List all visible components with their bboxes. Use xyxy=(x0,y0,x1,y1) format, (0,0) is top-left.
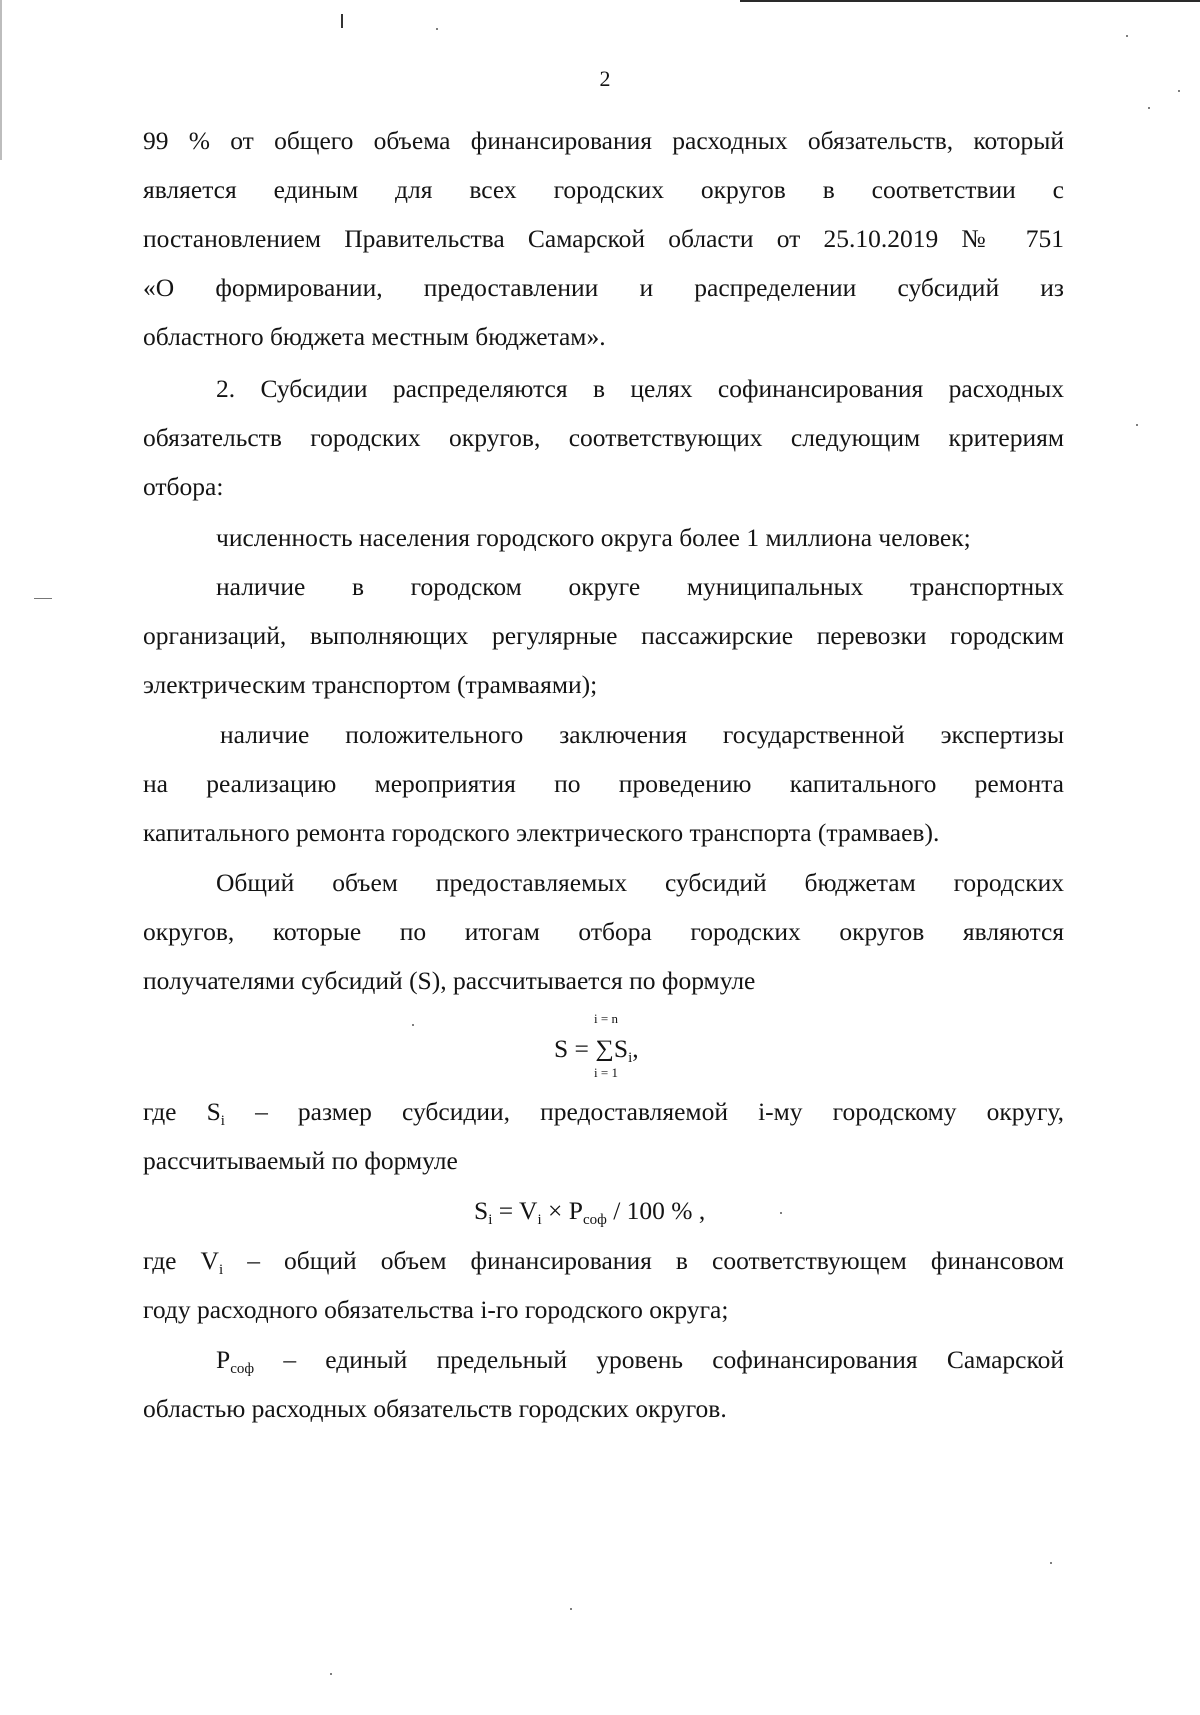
sum-upper-limit: i = n xyxy=(594,1011,618,1026)
scan-dash xyxy=(34,598,52,599)
text-line: областного бюджета местным бюджетам». xyxy=(143,322,606,351)
scan-speck xyxy=(1136,424,1138,426)
page-number: 2 xyxy=(599,66,611,91)
formula-times-p: × P xyxy=(541,1196,583,1225)
text-line: наличие в городском округе муниципальных транспортных xyxy=(216,572,1064,601)
text-line: является единым для всех городских округов в соответствии с xyxy=(143,175,1064,204)
scan-edge-line xyxy=(740,0,1200,2)
sum-lower-limit: i = 1 xyxy=(594,1065,618,1080)
scan-speck xyxy=(780,1212,782,1214)
sum-formula xyxy=(554,1012,684,1082)
sum-tail: , xyxy=(632,1034,639,1063)
formula-s-subscript: i xyxy=(488,1212,493,1228)
scan-speck xyxy=(1050,1562,1052,1564)
scan-mark xyxy=(341,14,343,28)
text-line: году расходного обязательства i-го городского округа; xyxy=(143,1295,729,1324)
text-line: «О формировании, предоставлении и распределении субсидий из xyxy=(143,273,1064,302)
text-line: организаций, выполняющих регулярные пассажирские перевозки городским xyxy=(143,621,1064,650)
text-line: обязательств городских округов, соответствующих следующим критериям xyxy=(143,423,1064,452)
text-line: отбора: xyxy=(143,472,224,501)
text-line xyxy=(216,1345,1064,1384)
formula-eq-v: = V xyxy=(492,1196,538,1225)
text-segment: – общий объем финансирования в соответствующем финансовом xyxy=(223,1246,1064,1275)
scan-speck xyxy=(330,1673,332,1675)
formula-tail: / 100 % , xyxy=(606,1196,706,1225)
scan-speck xyxy=(412,1024,414,1026)
scan-speck xyxy=(1148,107,1150,109)
sum-term: S xyxy=(613,1034,629,1063)
text-segment: – размер субсидии, предоставляемой i-му городскому округу, xyxy=(224,1097,1064,1126)
formula-v-subscript: i xyxy=(537,1212,542,1228)
text-segment: где S xyxy=(143,1097,221,1126)
text-segment: где V xyxy=(143,1246,219,1275)
subsidy-formula xyxy=(474,1196,705,1235)
text-line: на реализацию мероприятия по проведению капитального ремонта xyxy=(143,769,1064,798)
text-segment: P xyxy=(216,1345,231,1374)
scan-speck xyxy=(570,1608,572,1610)
subscript: i xyxy=(220,1113,225,1129)
text-line: наличие положительного заключения государственной экспертизы xyxy=(220,720,1064,749)
text-line: округов, которые по итогам отбора городских округов являются xyxy=(143,917,1064,946)
text-line: получателями субсидий (S), рассчитывается по формуле xyxy=(143,966,756,995)
text-line: 99 % от общего объема финансирования расходных обязательств, который xyxy=(143,126,1064,155)
scan-speck xyxy=(1126,35,1128,37)
text-line: численность населения городского округа более 1 миллиона человек; xyxy=(216,523,971,552)
text-line: Общий объем предоставляемых субсидий бюджетам городских xyxy=(216,868,1064,897)
text-line xyxy=(143,1246,1064,1285)
scan-speck xyxy=(436,28,438,30)
text-line xyxy=(143,1097,1064,1136)
text-segment: – единый предельный уровень софинансирования Самарской xyxy=(254,1345,1064,1374)
formula-s: S xyxy=(474,1196,489,1225)
sum-left: S = xyxy=(554,1034,596,1063)
text-line: рассчитываемый по формуле xyxy=(143,1146,458,1175)
sum-term-subscript: i xyxy=(628,1050,633,1066)
sigma-symbol: ∑ xyxy=(595,1035,614,1062)
text-line: постановлением Правительства Самарской области от 25.10.2019 № 751 xyxy=(143,224,1064,253)
text-line: капитального ремонта городского электрического транспорта (трамваев). xyxy=(143,818,940,847)
formula-p-subscript: соф xyxy=(582,1212,607,1228)
subscript: соф xyxy=(230,1361,255,1377)
text-line: электрическим транспортом (трамваями); xyxy=(143,670,598,699)
text-line: областью расходных обязательств городских округов. xyxy=(143,1394,727,1423)
text-line: 2. Субсидии распределяются в целях софинансирования расходных xyxy=(216,374,1064,403)
subscript: i xyxy=(218,1262,224,1278)
